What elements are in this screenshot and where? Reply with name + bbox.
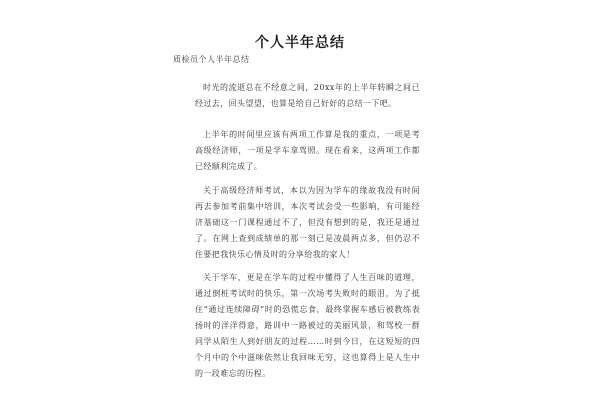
paragraph-goals: 上半年的时间里应该有两项工作算是我的重点，一项是考高级经济师，一项是学车拿驾照。现在看来，这两项工作都已经顺利完成了。 (195, 130, 420, 171)
document-title: 个人半年总结 (255, 35, 345, 51)
paragraph-driving: 关于学车，更是在学车的过程中懂得了人生百味的道理，通过倒桩考试时的快乐，第一次场考失败时的眼泪，为了抵住“通过连续障碍”时的恐慌忘食，最终掌握车感后被教练表扬时的洋洋得意，路训中一路被过的美丽风景，和驾校一群同学从陌生人到好朋友的过程……时到今日，在这短短的四个月中的个中滋味依然让我回味无穷，这也算得上是人生中的一段难忘的历程。 (195, 273, 420, 378)
paragraph-economist-exam: 关于高级经济师考试，本以为因为学车的缘故我没有时间再去参加考前集中培训，本次考试会受一些影响，有可能经济基础这一门课程通过不了，但没有想到的是，我还是通过了。在网上查到成绩单的那一刻已是凌晨两点多，但仍忍不住要把我快乐心情及时的分享给我的家人！ (195, 186, 420, 259)
document-subtitle: 质检员个人半年总结 (173, 55, 250, 64)
paragraph-intro: 时光的流逝总在不经意之间，20xx年的上半年转瞬之间已经过去，回头望望，也算是给自己好好的总结一下吧。 (195, 83, 420, 108)
